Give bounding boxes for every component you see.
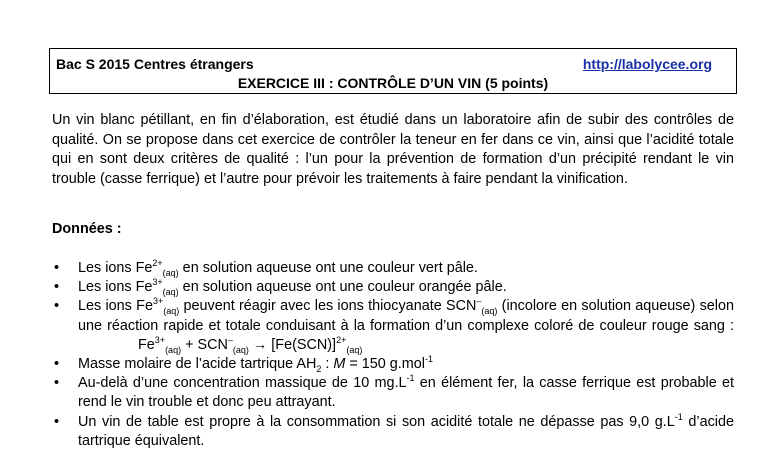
list-item: • Les ions $Fe^{3+}_{(aq)}$ peuvent réagir avec les ions thiocyanate $SCN^-_{(aq)}$ (incolore en solution aqueuse) selon une réaction rapide et totale conduisant à la formation d’un complexe coloré de couleur rouge sang : $Fe^{3+}_{(aq)} + SCN^-_{(aq)} \to [Fe(SCN)]^{2+}_{(aq)}$ (54, 296, 734, 355)
donnees-heading: Données : (52, 221, 122, 237)
exercise-title: EXERCICE III : CONTRÔLE D’UN VIN (5 points) (237, 75, 549, 91)
bullet-icon: • (54, 260, 60, 276)
list-item: • Les ions $Fe^{2+}_{(aq)}$ en solution aqueuse ont une couleur vert pâle. (54, 258, 478, 278)
bullet-icon: • (54, 356, 60, 373)
list-item: • Au-delà d’une concentration massique de 10 $mg.L^{-1}$ en élément fer, la casse ferrique est probable et rend le vin trouble et donc peu attrayant. (54, 373, 735, 411)
list-item: • Un vin de table est propre à la consommation si son acidité totale ne dépasse pas 9,0 $g.L^{-1}$ d’acide tartrique équivalent. (54, 411, 734, 449)
donnees-list (52, 259, 734, 451)
exam-reference: Bac S 2015 Centres étrangers (56, 56, 254, 72)
list-item: • Masse molaire de l’acide tartrique $AH_2$ : M = 150 g.mol$^{-1}$ (54, 354, 433, 374)
bullet-icon: • (54, 375, 60, 392)
bullet-icon: • (54, 279, 60, 296)
bullet-icon: • (54, 298, 60, 315)
labolycee-link[interactable]: http://labolycee.org (582, 56, 712, 72)
list-item: • Les ions $Fe^{3+}_{(aq)}$ en solution aqueuse ont une couleur orangée pâle. (54, 277, 507, 298)
intro-paragraph: Un vin blanc pétillant, en fin d’élaboration, est étudié dans un laboratoire afin de subir des contrôles de qualité. On se propose dans cet exercice de contrôler la teneur en fer dans ce vin, ainsi que l’acidité totale qui en sont deux critères de qualité : l’un pour la prévention de formation d’un précipité rendant le vin trouble (casse ferrique) et l’autre pour prévoir les traitements à faire pendant la vinification. (52, 112, 734, 187)
reaction-equation: $Fe^{3+}_{(aq)} + SCN^-_{(aq)} \to [Fe(SCN)]^{2+}_{(aq)}$ (138, 335, 363, 355)
header-box (49, 48, 737, 94)
bullet-icon: • (54, 413, 60, 430)
